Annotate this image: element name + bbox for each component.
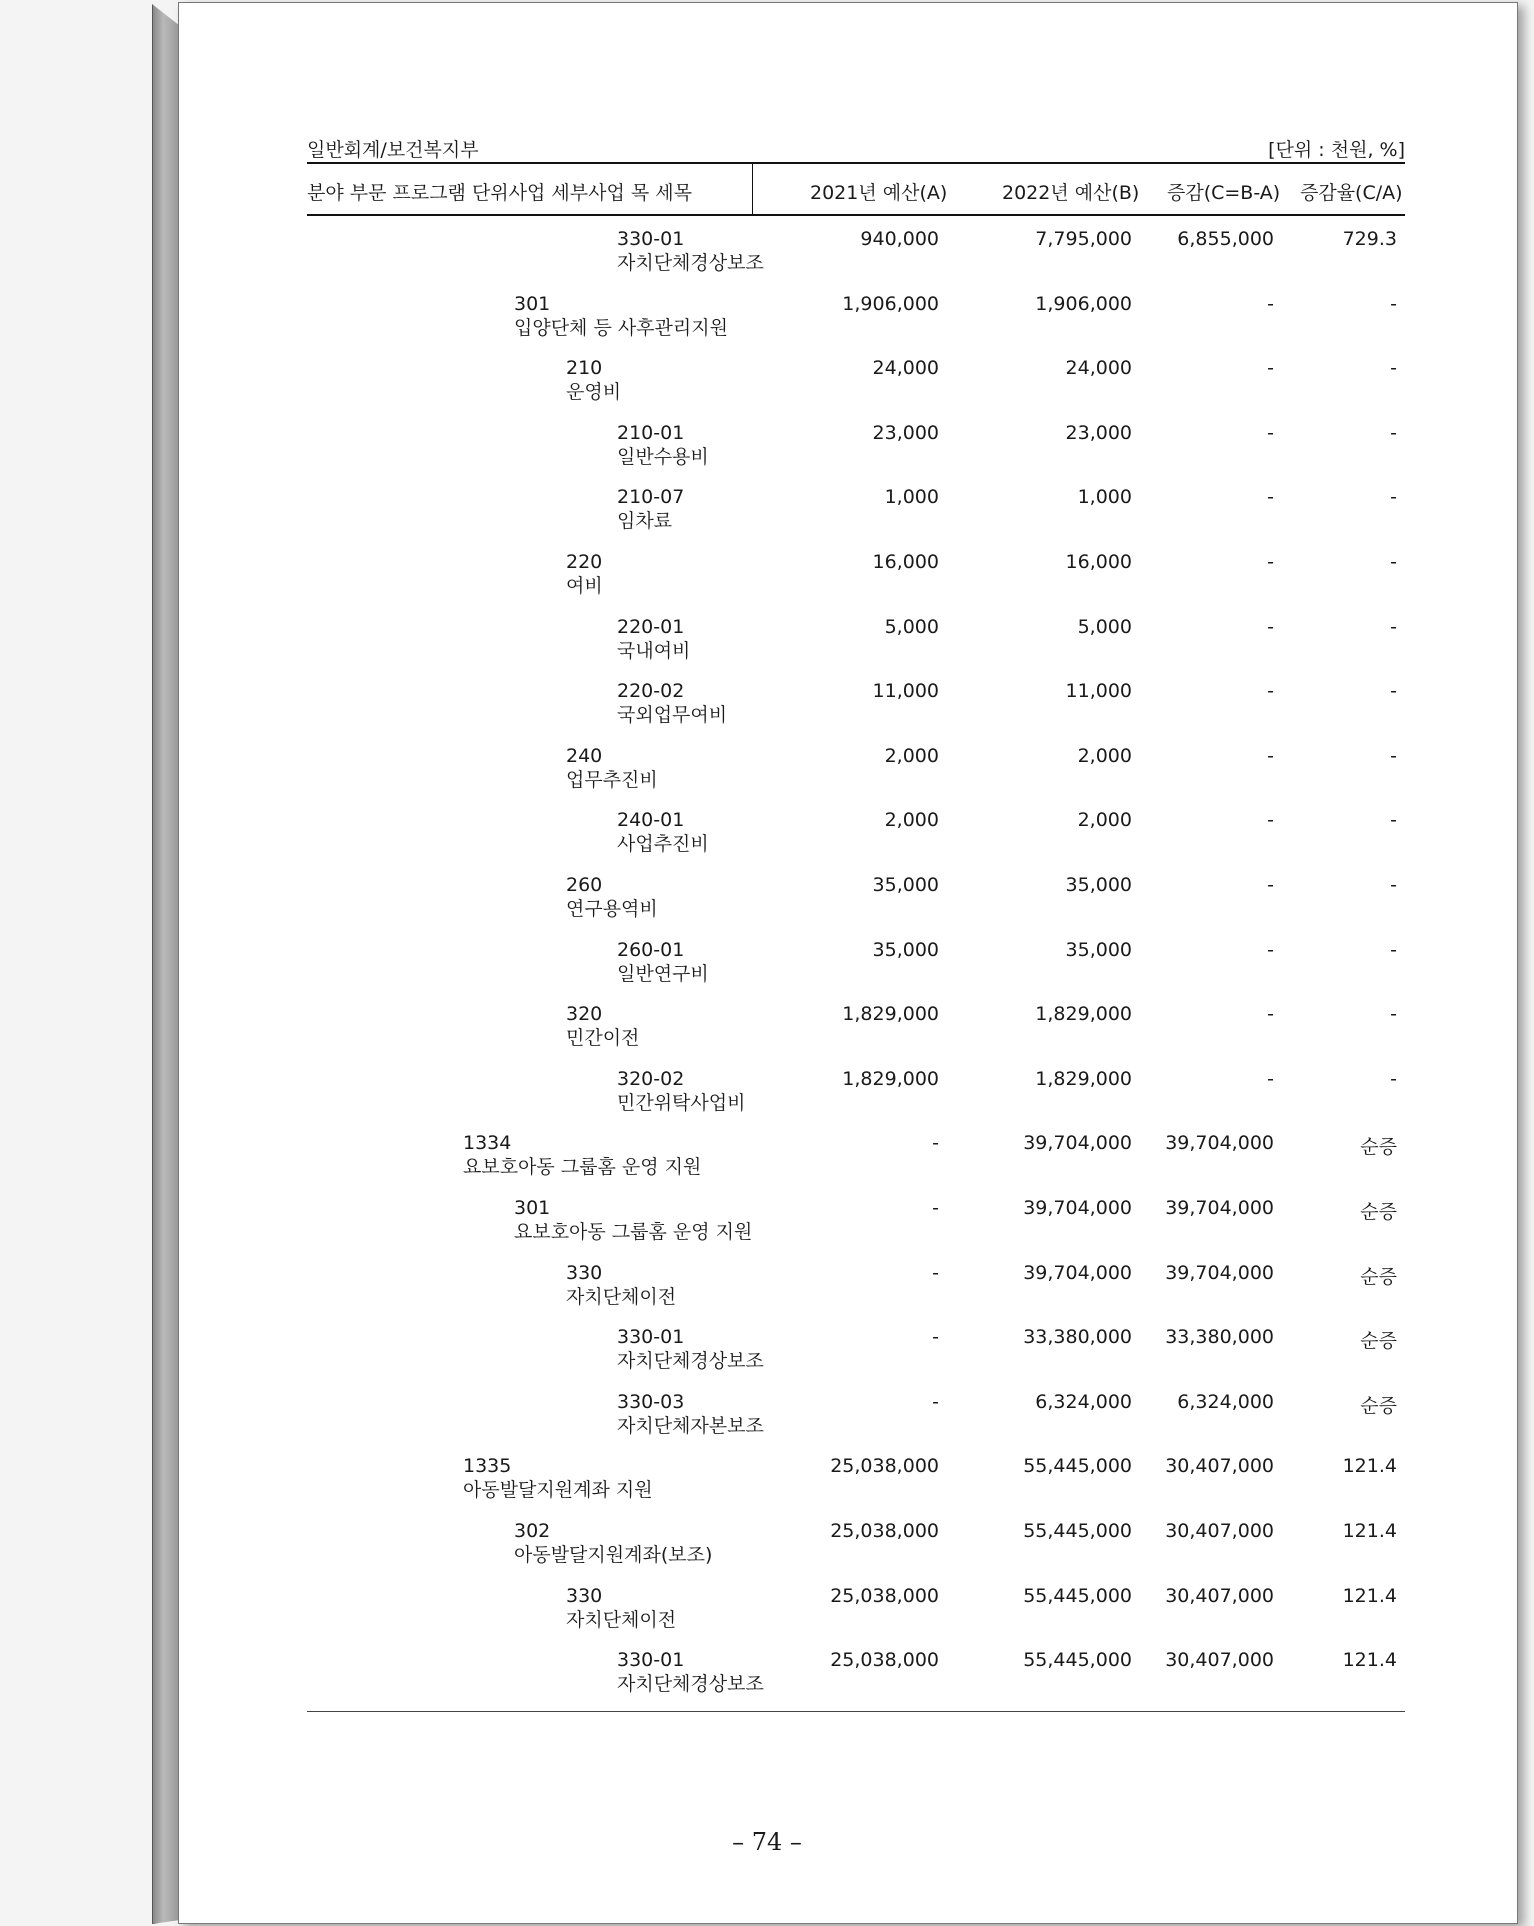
row-change: 39,704,000 [1165, 1262, 1274, 1284]
row-code: 301 [514, 1197, 551, 1219]
row-2022-budget: 16,000 [1065, 551, 1132, 573]
column-header-change: 증감(C=B-A) [1167, 182, 1281, 204]
row-code: 330-01 [617, 1326, 685, 1348]
row-change-rate: - [1390, 680, 1397, 702]
row-2022-budget: 7,795,000 [1035, 228, 1132, 250]
row-change-rate: 121.4 [1342, 1585, 1397, 1607]
row-2021-budget: 2,000 [884, 809, 939, 831]
row-name: 자치단체경상보조 [617, 1350, 764, 1372]
row-2021-budget: 35,000 [872, 939, 939, 961]
row-2022-budget: 39,704,000 [1023, 1197, 1132, 1219]
row-2022-budget: 55,445,000 [1023, 1455, 1132, 1477]
header-left: 일반회계/보건복지부 [307, 139, 479, 161]
row-code: 220-02 [617, 680, 685, 702]
row-2021-budget: 23,000 [872, 422, 939, 444]
row-2022-budget: 35,000 [1065, 874, 1132, 896]
row-2022-budget: 39,704,000 [1023, 1132, 1132, 1154]
row-change-rate: - [1390, 357, 1397, 379]
row-2022-budget: 2,000 [1077, 745, 1132, 767]
row-2021-budget: 35,000 [872, 874, 939, 896]
table-row [0, 680, 1534, 740]
row-code: 220 [566, 551, 603, 573]
row-name: 운영비 [566, 381, 622, 403]
column-header-rate: 증감율(C/A) [1300, 182, 1403, 204]
table-row [0, 1585, 1534, 1645]
row-change-rate: 순증 [1360, 1330, 1397, 1352]
row-change: - [1267, 1003, 1274, 1025]
page-number: – 74 – [732, 1828, 802, 1856]
row-change: 30,407,000 [1165, 1520, 1274, 1542]
row-2021-budget: 11,000 [872, 680, 939, 702]
row-change-rate: 순증 [1360, 1136, 1397, 1158]
row-code: 330 [566, 1262, 603, 1284]
table-top-rule [307, 162, 1405, 164]
row-change-rate: - [1390, 745, 1397, 767]
row-name: 자치단체경상보조 [617, 252, 764, 274]
row-change: 6,324,000 [1177, 1391, 1274, 1413]
row-2021-budget: 25,038,000 [830, 1649, 939, 1671]
row-name: 자치단체경상보조 [617, 1673, 764, 1695]
row-2022-budget: 2,000 [1077, 809, 1132, 831]
row-name: 요보호아동 그룹홈 운영 지원 [514, 1221, 753, 1243]
table-row [0, 616, 1534, 676]
row-2021-budget: - [932, 1262, 939, 1284]
header-unit: [단위 : 천원, %] [1268, 139, 1405, 161]
row-change: - [1267, 680, 1274, 702]
row-change: - [1267, 486, 1274, 508]
row-change: - [1267, 809, 1274, 831]
row-2021-budget: - [932, 1197, 939, 1219]
row-change: - [1267, 357, 1274, 379]
row-change: 30,407,000 [1165, 1585, 1274, 1607]
row-2022-budget: 35,000 [1065, 939, 1132, 961]
row-code: 330 [566, 1585, 603, 1607]
row-code: 330-01 [617, 1649, 685, 1671]
row-2022-budget: 1,829,000 [1035, 1068, 1132, 1090]
column-header-label: 분야 부문 프로그램 단위사업 세부사업 목 세목 [307, 182, 692, 204]
row-change: 39,704,000 [1165, 1132, 1274, 1154]
row-code: 302 [514, 1520, 551, 1542]
row-name: 연구용역비 [566, 898, 658, 920]
row-2022-budget: 33,380,000 [1023, 1326, 1132, 1348]
row-change: - [1267, 939, 1274, 961]
row-code: 240 [566, 745, 603, 767]
row-code: 240-01 [617, 809, 685, 831]
row-2021-budget: 25,038,000 [830, 1455, 939, 1477]
header-column-separator [752, 164, 753, 214]
table-row [0, 1520, 1534, 1580]
row-change: - [1267, 551, 1274, 573]
row-change-rate: - [1390, 809, 1397, 831]
row-change-rate: - [1390, 939, 1397, 961]
row-change-rate: 순증 [1360, 1266, 1397, 1288]
row-2021-budget: - [932, 1132, 939, 1154]
row-name: 요보호아동 그룹홈 운영 지원 [463, 1156, 702, 1178]
table-row [0, 1003, 1534, 1063]
row-2021-budget: 24,000 [872, 357, 939, 379]
row-2022-budget: 11,000 [1065, 680, 1132, 702]
row-2021-budget: 1,829,000 [842, 1003, 939, 1025]
row-2021-budget: 1,000 [884, 486, 939, 508]
row-2022-budget: 55,445,000 [1023, 1585, 1132, 1607]
row-change-rate: - [1390, 616, 1397, 638]
row-name: 임차료 [617, 510, 673, 532]
row-change: - [1267, 616, 1274, 638]
row-2021-budget: 25,038,000 [830, 1520, 939, 1542]
row-change: - [1267, 422, 1274, 444]
row-name: 사업추진비 [617, 833, 709, 855]
row-code: 301 [514, 293, 551, 315]
row-2022-budget: 39,704,000 [1023, 1262, 1132, 1284]
row-name: 아동발달지원계좌 지원 [463, 1479, 653, 1501]
table-row [0, 1649, 1534, 1709]
table-row [0, 1132, 1534, 1192]
column-header-2021: 2021년 예산(A) [810, 182, 948, 204]
row-change-rate: 121.4 [1342, 1455, 1397, 1477]
row-name: 업무추진비 [566, 769, 658, 791]
row-change-rate: 순증 [1360, 1395, 1397, 1417]
row-change: 39,704,000 [1165, 1197, 1274, 1219]
row-change: 30,407,000 [1165, 1455, 1274, 1477]
row-2021-budget: - [932, 1326, 939, 1348]
row-change-rate: - [1390, 1003, 1397, 1025]
row-2022-budget: 24,000 [1065, 357, 1132, 379]
table-row [0, 422, 1534, 482]
row-change-rate: - [1390, 874, 1397, 896]
row-name: 국내여비 [617, 640, 691, 662]
row-code: 330-01 [617, 228, 685, 250]
table-row [0, 486, 1534, 546]
row-2021-budget: - [932, 1391, 939, 1413]
row-name: 자치단체자본보조 [617, 1415, 764, 1437]
table-row [0, 551, 1534, 611]
document-header [307, 135, 1405, 162]
row-change: - [1267, 293, 1274, 315]
table-row [0, 745, 1534, 805]
table-row [0, 1262, 1534, 1322]
row-code: 320-02 [617, 1068, 685, 1090]
table-row [0, 1455, 1534, 1515]
table-row [0, 1068, 1534, 1128]
row-change-rate: 121.4 [1342, 1520, 1397, 1542]
row-2021-budget: 1,906,000 [842, 293, 939, 315]
table-row [0, 357, 1534, 417]
row-2022-budget: 55,445,000 [1023, 1520, 1132, 1542]
row-2022-budget: 23,000 [1065, 422, 1132, 444]
row-name: 일반연구비 [617, 963, 709, 985]
table-row [0, 228, 1534, 288]
row-code: 210-01 [617, 422, 685, 444]
row-name: 자치단체이전 [566, 1286, 677, 1308]
row-change-rate: 729.3 [1342, 228, 1397, 250]
row-change: - [1267, 874, 1274, 896]
row-code: 1335 [463, 1455, 512, 1477]
row-2022-budget: 6,324,000 [1035, 1391, 1132, 1413]
table-row [0, 293, 1534, 353]
column-header-2022: 2022년 예산(B) [1002, 182, 1140, 204]
row-change-rate: 순증 [1360, 1201, 1397, 1223]
row-change: - [1267, 1068, 1274, 1090]
row-2021-budget: 1,829,000 [842, 1068, 939, 1090]
row-change-rate: - [1390, 422, 1397, 444]
row-2021-budget: 2,000 [884, 745, 939, 767]
row-code: 1334 [463, 1132, 512, 1154]
table-row [0, 1197, 1534, 1257]
row-code: 220-01 [617, 616, 685, 638]
row-change: 30,407,000 [1165, 1649, 1274, 1671]
row-change: 33,380,000 [1165, 1326, 1274, 1348]
table-row [0, 1326, 1534, 1386]
row-code: 260-01 [617, 939, 685, 961]
row-name: 국외업무여비 [617, 704, 728, 726]
row-code: 330-03 [617, 1391, 685, 1413]
row-2022-budget: 55,445,000 [1023, 1649, 1132, 1671]
table-row [0, 809, 1534, 869]
table-bottom-rule [307, 1711, 1405, 1712]
row-name: 여비 [566, 575, 603, 597]
row-change-rate: - [1390, 1068, 1397, 1090]
row-code: 210 [566, 357, 603, 379]
row-change-rate: 121.4 [1342, 1649, 1397, 1671]
table-row [0, 939, 1534, 999]
table-row [0, 1391, 1534, 1451]
row-name: 민간위탁사업비 [617, 1092, 746, 1114]
row-change: - [1267, 745, 1274, 767]
row-code: 260 [566, 874, 603, 896]
row-2022-budget: 1,000 [1077, 486, 1132, 508]
row-name: 일반수용비 [617, 446, 709, 468]
row-name: 아동발달지원계좌(보조) [514, 1544, 713, 1566]
row-2021-budget: 5,000 [884, 616, 939, 638]
row-change-rate: - [1390, 293, 1397, 315]
row-code: 210-07 [617, 486, 685, 508]
row-code: 320 [566, 1003, 603, 1025]
row-2022-budget: 5,000 [1077, 616, 1132, 638]
row-change-rate: - [1390, 551, 1397, 573]
table-row [0, 874, 1534, 934]
row-2021-budget: 25,038,000 [830, 1585, 939, 1607]
table-header-rule [307, 214, 1405, 216]
row-name: 민간이전 [566, 1027, 640, 1049]
row-name: 입양단체 등 사후관리지원 [514, 317, 728, 339]
row-2021-budget: 16,000 [872, 551, 939, 573]
row-change: 6,855,000 [1177, 228, 1274, 250]
row-2022-budget: 1,906,000 [1035, 293, 1132, 315]
row-2021-budget: 940,000 [860, 228, 939, 250]
row-change-rate: - [1390, 486, 1397, 508]
row-2022-budget: 1,829,000 [1035, 1003, 1132, 1025]
row-name: 자치단체이전 [566, 1609, 677, 1631]
